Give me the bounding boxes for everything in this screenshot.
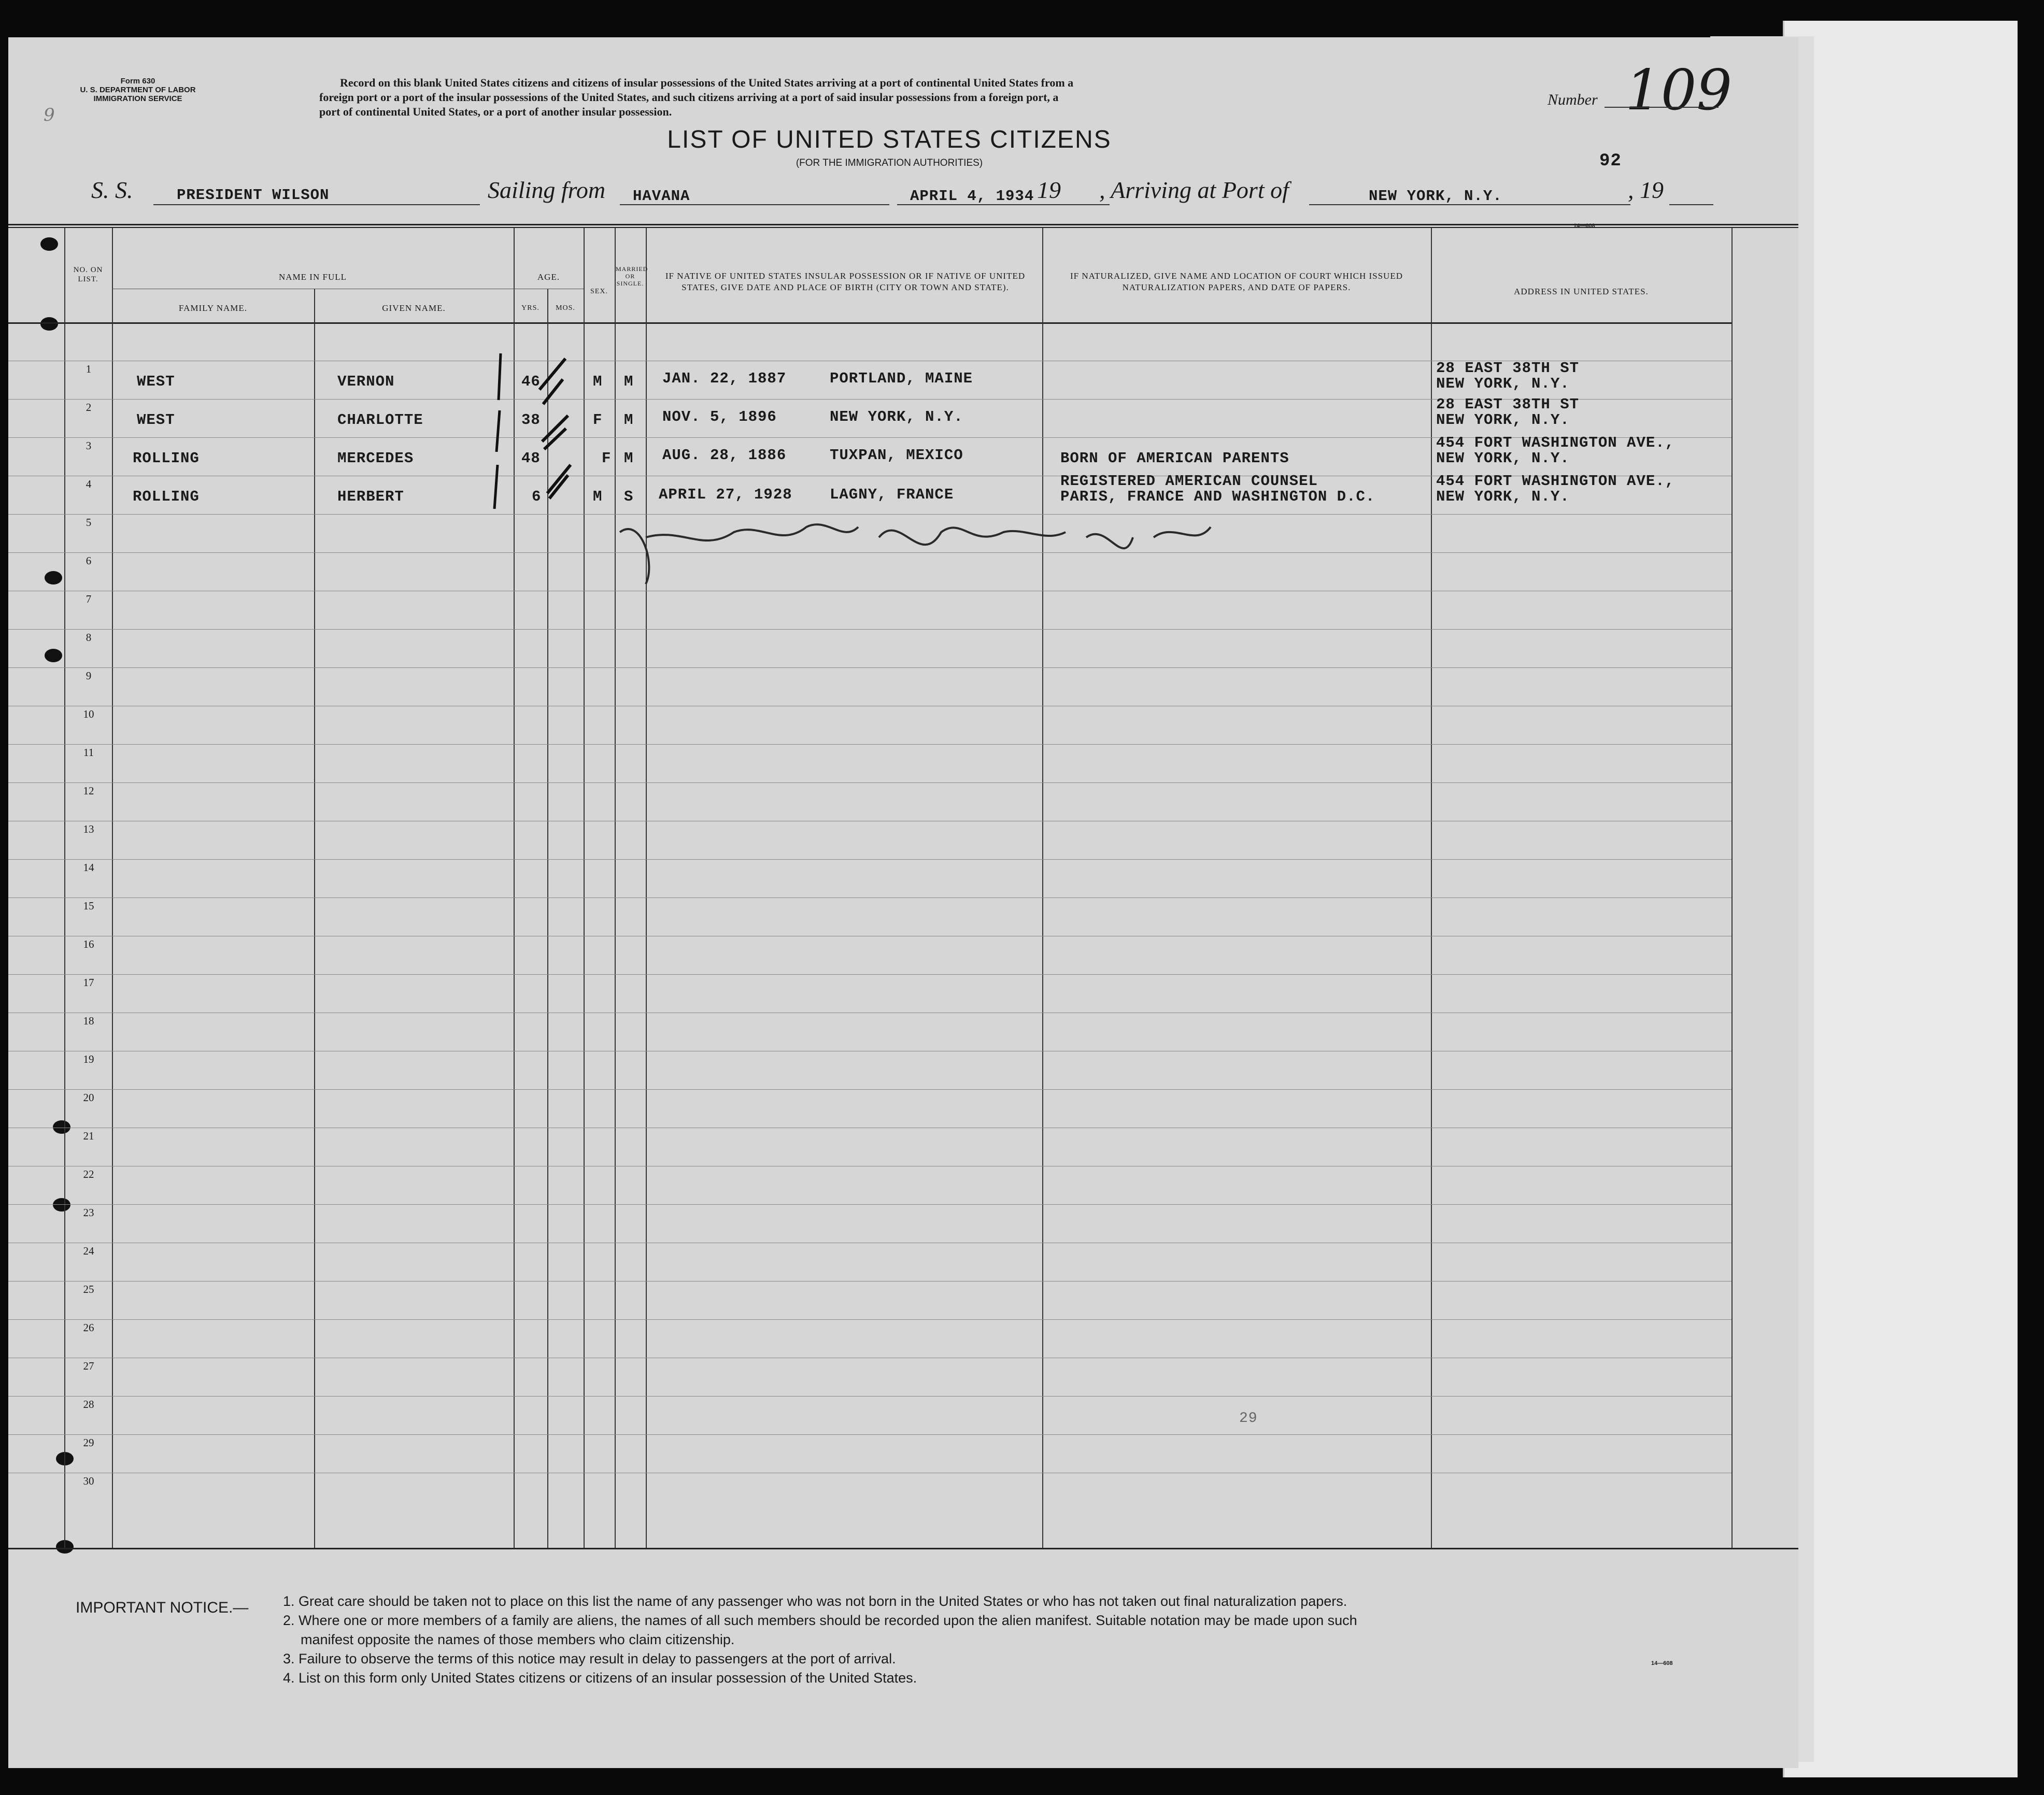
address-line-2: NEW YORK, N.Y. [1436,450,1570,467]
birth-place: LAGNY, FRANCE [830,486,954,503]
row-number: 2 [86,401,92,414]
arrival-year-prefix: , 19 [1628,177,1664,203]
notice-item-3: 3. Failure to observe the terms of this notice may result in delay to passengers at the port of arrival. [283,1651,896,1666]
header-birth: IF NATIVE OF UNITED STATES INSULAR POSSESSION OR IF NATIVE OF UNITED STATES, GIVE DATE AND PLACE OF BIRTH (CITY OR TOWN AND STATE). [665,271,1026,292]
birth-date: AUG. 28, 1886 [662,447,787,464]
given-name: MERCEDES [337,450,414,467]
record-line-2: foreign port or a port of the insular possessions of the United States, and such citizens arriving at a port of said insular possessions from a foreign port, a [319,91,1059,104]
row-number: 18 [83,1015,94,1027]
marital-status: M [624,373,634,390]
given-name: HERBERT [337,488,404,505]
header-married-or-single: MARRIED OR SINGLE. [616,265,648,287]
address-line-1: 28 EAST 38TH ST [1436,360,1580,377]
row-rule [8,974,1731,975]
marital-status: M [624,411,634,429]
table-rows [8,322,1798,1548]
row-number: 10 [83,708,94,720]
row-number: 12 [83,785,94,797]
arrival-year-underline [1669,204,1713,205]
row-number: 25 [83,1283,94,1295]
sailing-date: APRIL 4, 1934 [910,188,1034,205]
notice-item-2: 2. Where one or more members of a family are aliens, the names of all such members should be recorded upon the alien manifest. Suitable notation may be made upon such [283,1613,1357,1628]
given-name: CHARLOTTE [337,411,423,429]
notice-heading: IMPORTANT NOTICE.— [76,1599,249,1616]
header-family-name: FAMILY NAME. [178,303,248,313]
row-number: 13 [83,823,94,835]
family-name: WEST [137,411,175,429]
naturalization-line-1: REGISTERED AMERICAN COUNSEL [1060,473,1318,490]
record-line-1: Record on this blank United States citizens and citizens of insular possessions of the United States arriving at a port of continental United States from a [340,76,1074,89]
birth-place: NEW YORK, N.Y. [830,408,963,425]
family-name: WEST [137,373,175,390]
family-name: ROLLING [133,450,200,467]
arrival-port-underline [1309,204,1630,205]
sex: F [602,450,612,467]
row-number: 24 [83,1245,94,1257]
row-number: 11 [83,746,94,759]
age-years: 6 [532,488,542,505]
notice-item-1: 1. Great care should be taken not to place on this list the name of any passenger who was not born in the United States or who has not taken out final naturalization papers. [283,1593,1347,1609]
number-underline [1605,107,1719,108]
row-number: 28 [83,1398,94,1411]
row-number: 21 [83,1130,94,1142]
notice-item-2-continued: manifest opposite the names of those members who claim citizenship. [301,1632,735,1647]
age-years: 46 [521,373,541,390]
row-number: 15 [83,900,94,912]
form-number: Form 630 [120,77,155,86]
naturalization-line-1: BORN OF AMERICAN PARENTS [1060,450,1289,467]
manifest-form [8,37,1798,1768]
number-label: Number [1548,91,1598,108]
row-number: 23 [83,1206,94,1219]
sex: F [593,411,603,429]
sex: M [593,373,603,390]
birth-place: TUXPAN, MEXICO [830,447,963,464]
row-number: 8 [86,631,92,644]
row-number: 7 [86,593,92,605]
row-number: 14 [83,861,94,874]
record-line-3: port of continental United States, or a port of another insular possession. [319,105,672,118]
address [1436,397,1579,428]
table-bottom-rule [8,1548,1798,1549]
naturalization [1060,474,1375,505]
row-number: 6 [86,554,92,567]
row-rule [8,1434,1731,1435]
address-line-2: NEW YORK, N.Y. [1436,411,1570,429]
row-rule [8,859,1731,860]
notice-items [283,1592,1770,1688]
family-name: ROLLING [133,488,200,505]
sailing-date-underline [897,204,1110,205]
sailing-port-underline [620,204,889,205]
sheet-number: 29 [1239,1411,1258,1427]
row-rule [8,667,1731,668]
naturalization-line-2: PARIS, FRANCE AND WASHINGTON D.C. [1060,488,1375,505]
number-value: 109 [1625,58,1733,123]
row-rule [8,629,1731,630]
header-address: ADDRESS IN UNITED STATES. [1514,287,1649,296]
record-instructions [319,76,1511,119]
page-title: LIST OF UNITED STATES CITIZENS [667,126,1112,153]
row-number: 9 [86,669,92,682]
row-number: 1 [86,363,92,375]
department-name: U. S. DEPARTMENT OF LABOR [80,86,196,94]
form-id-block [70,77,205,103]
sailing-label: Sailing from [488,177,606,203]
row-number: 17 [83,976,94,989]
header-naturalized: IF NATURALIZED, GIVE NAME AND LOCATION OF COURT WHICH ISSUED NATURALIZATION PAPERS, AND DATE OF PAPERS. [1070,271,1403,292]
header-mos: MOS. [556,304,575,312]
address-line-2: NEW YORK, N.Y. [1436,375,1570,392]
header-sex: SEX. [590,288,608,295]
age-years: 38 [521,411,541,429]
arriving-label: , Arriving at Port of [1099,177,1289,203]
sailing-year-prefix: 19 [1037,177,1061,203]
address-line-1: 28 EAST 38TH ST [1436,396,1580,413]
row-rule [8,1089,1731,1090]
row-number: 29 [83,1436,94,1449]
margin-mark: 9 [44,105,55,125]
service-name: IMMIGRATION SERVICE [93,94,182,103]
address-line-1: 454 FORT WASHINGTON AVE., [1436,434,1675,451]
ship-name: PRESIDENT WILSON [177,187,330,204]
marital-status: M [624,450,634,467]
sailing-port: HAVANA [633,188,690,205]
header-name-in-full: NAME IN FULL [279,272,347,282]
row-number: 5 [86,516,92,529]
row-rule [8,1319,1731,1320]
handwritten-check-marks [485,343,604,514]
birth-place: PORTLAND, MAINE [830,370,973,387]
print-code-bottom: 14—608 [1651,1660,1673,1666]
row-rule [8,1204,1731,1205]
row-number: 26 [83,1321,94,1334]
sex: M [593,488,603,505]
birth-date: APRIL 27, 1928 [659,486,792,503]
row-number: 27 [83,1360,94,1372]
table-top-rule-2 [8,227,1798,228]
arrival-port: NEW YORK, N.Y. [1369,188,1502,205]
row-number: 30 [83,1475,94,1487]
header-age: AGE. [537,272,560,282]
marital-status: S [624,488,634,505]
address [1436,435,1674,466]
address [1436,361,1579,392]
birth-date: NOV. 5, 1896 [662,408,777,425]
row-number: 22 [83,1168,94,1180]
age-years: 48 [521,450,541,467]
row-rule [8,782,1731,783]
row-rule [8,744,1731,745]
header-given-name: GIVEN NAME. [382,303,446,313]
handwritten-annotation-scribble [609,506,1283,589]
ship-underline [153,204,480,205]
row-rule [8,1396,1731,1397]
row-number: 19 [83,1053,94,1065]
given-name: VERNON [337,373,395,390]
underlying-sheet [1783,21,2018,1777]
header-no-on-list: NO. ON LIST. [73,266,103,283]
print-code-top: 14—608 [1573,223,1595,229]
ss-label: S. S. [91,177,133,203]
row-number: 20 [83,1091,94,1104]
address [1436,474,1674,505]
page-subtitle: (FOR THE IMMIGRATION AUTHORITIES) [796,158,983,168]
row-number: 16 [83,938,94,950]
table-top-rule [8,224,1798,225]
row-number: 4 [86,478,92,490]
birth-date: JAN. 22, 1887 [662,370,787,387]
address-line-2: NEW YORK, N.Y. [1436,488,1570,505]
row-number: 3 [86,439,92,452]
stamp-mark: 92 [1599,151,1622,171]
notice-item-4: 4. List on this form only United States citizens or citizens of an insular possession of the United States. [283,1670,917,1686]
header-yrs: YRS. [521,304,540,312]
address-line-1: 454 FORT WASHINGTON AVE., [1436,473,1675,490]
